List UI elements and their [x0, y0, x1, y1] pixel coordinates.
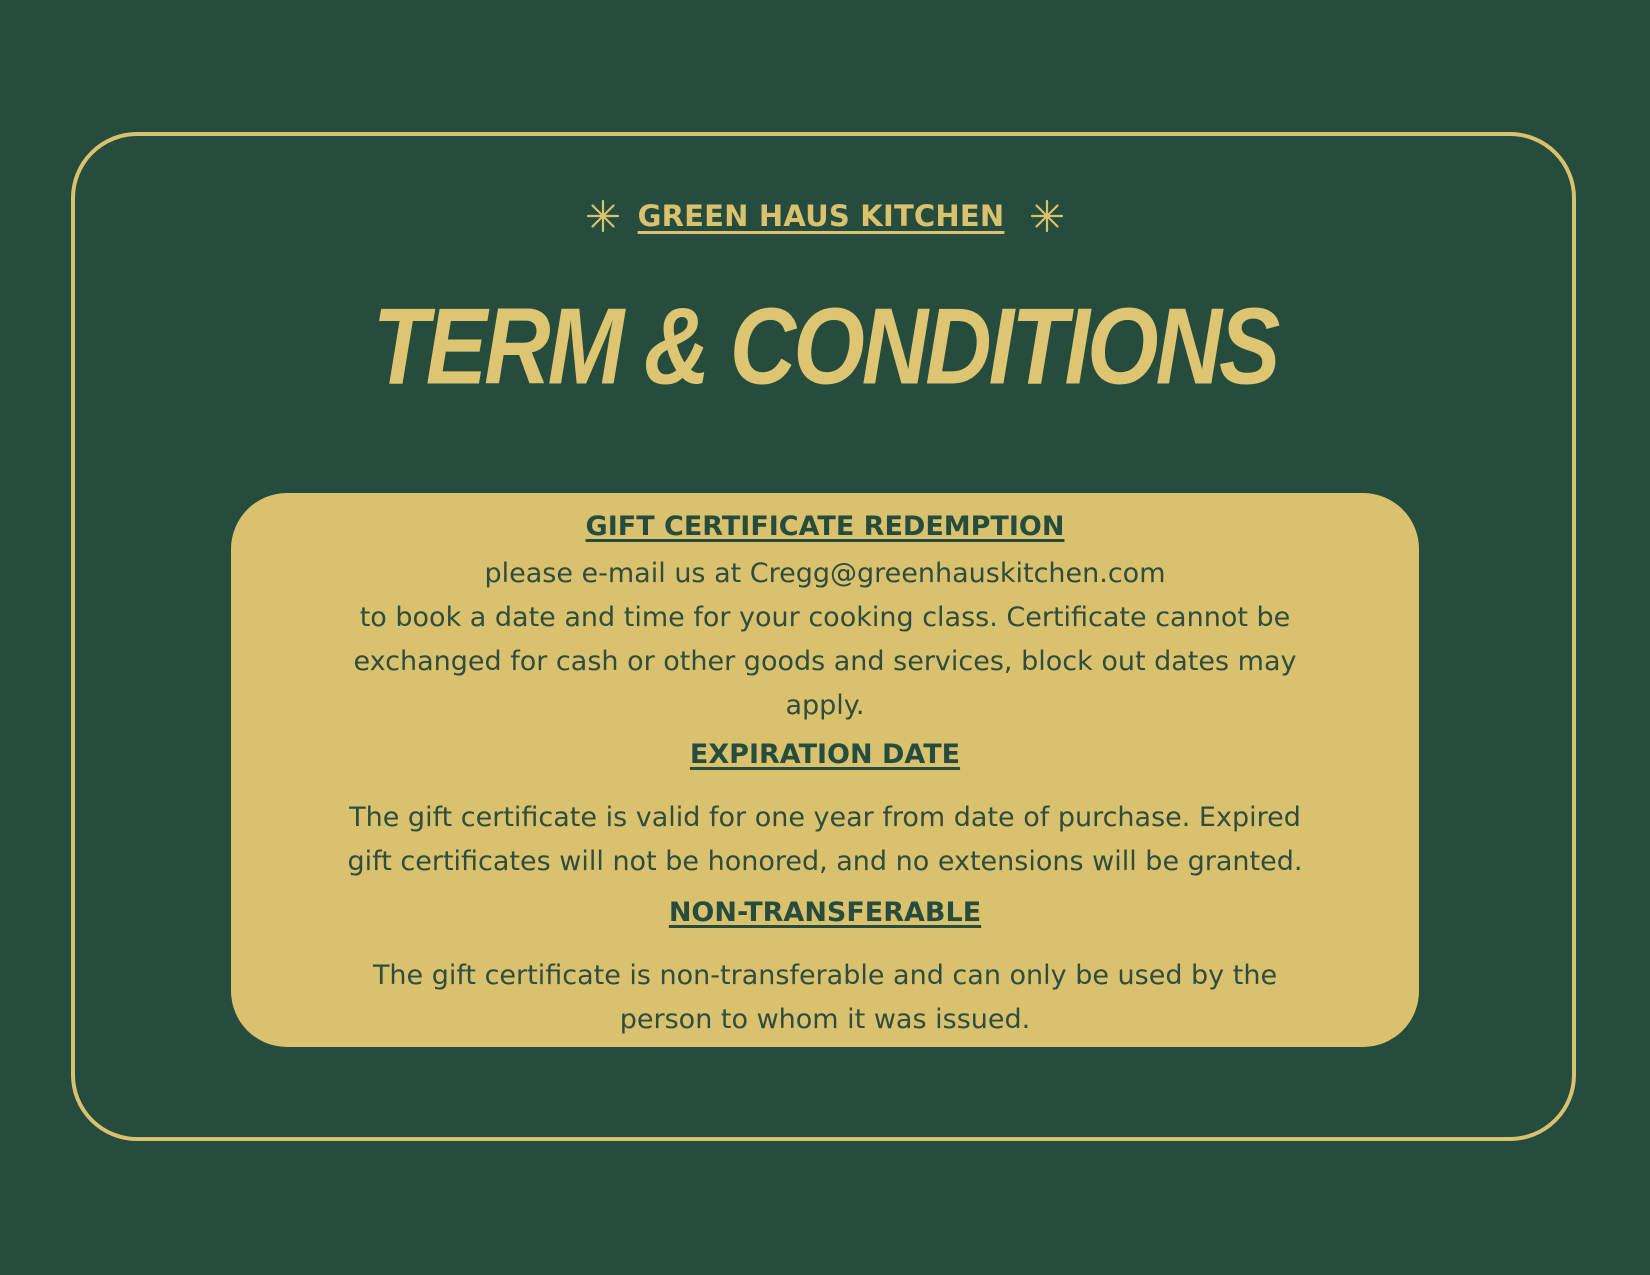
- brand-name: GREEN HAUS KITCHEN: [637, 199, 1005, 233]
- section-heading-non-transferable: NON-TRANSFERABLE: [668, 897, 982, 928]
- section-body-non-transferable: [231, 954, 1419, 1042]
- sparkle-icon: [1030, 199, 1064, 233]
- section-body-redemption: [231, 552, 1419, 728]
- body-line: to book a date and time for your cooking class. Certificate cannot be: [359, 602, 1291, 633]
- body-line: The gift certificate is valid for one year from date of purchase. Expired: [349, 802, 1301, 833]
- body-line: apply.: [785, 690, 865, 721]
- body-line: person to whom it was issued.: [619, 1004, 1031, 1035]
- section-body-expiration: [231, 796, 1419, 884]
- terms-panel: [231, 493, 1419, 1047]
- section-heading-redemption: GIFT CERTIFICATE REDEMPTION: [585, 511, 1065, 542]
- body-line: The gift certificate is non-transferable and can only be used by the: [372, 960, 1278, 991]
- section-heading-expiration: EXPIRATION DATE: [689, 739, 961, 770]
- body-line: please e-mail us at Cregg@greenhauskitchen.com: [484, 558, 1166, 589]
- sparkle-icon: [586, 199, 620, 233]
- brand-row: [0, 196, 1650, 236]
- page-title: TERM & CONDITIONS: [372, 286, 1278, 408]
- body-line: exchanged for cash or other goods and services, block out dates may: [353, 646, 1297, 677]
- body-line: gift certificates will not be honored, and no extensions will be granted.: [347, 846, 1303, 877]
